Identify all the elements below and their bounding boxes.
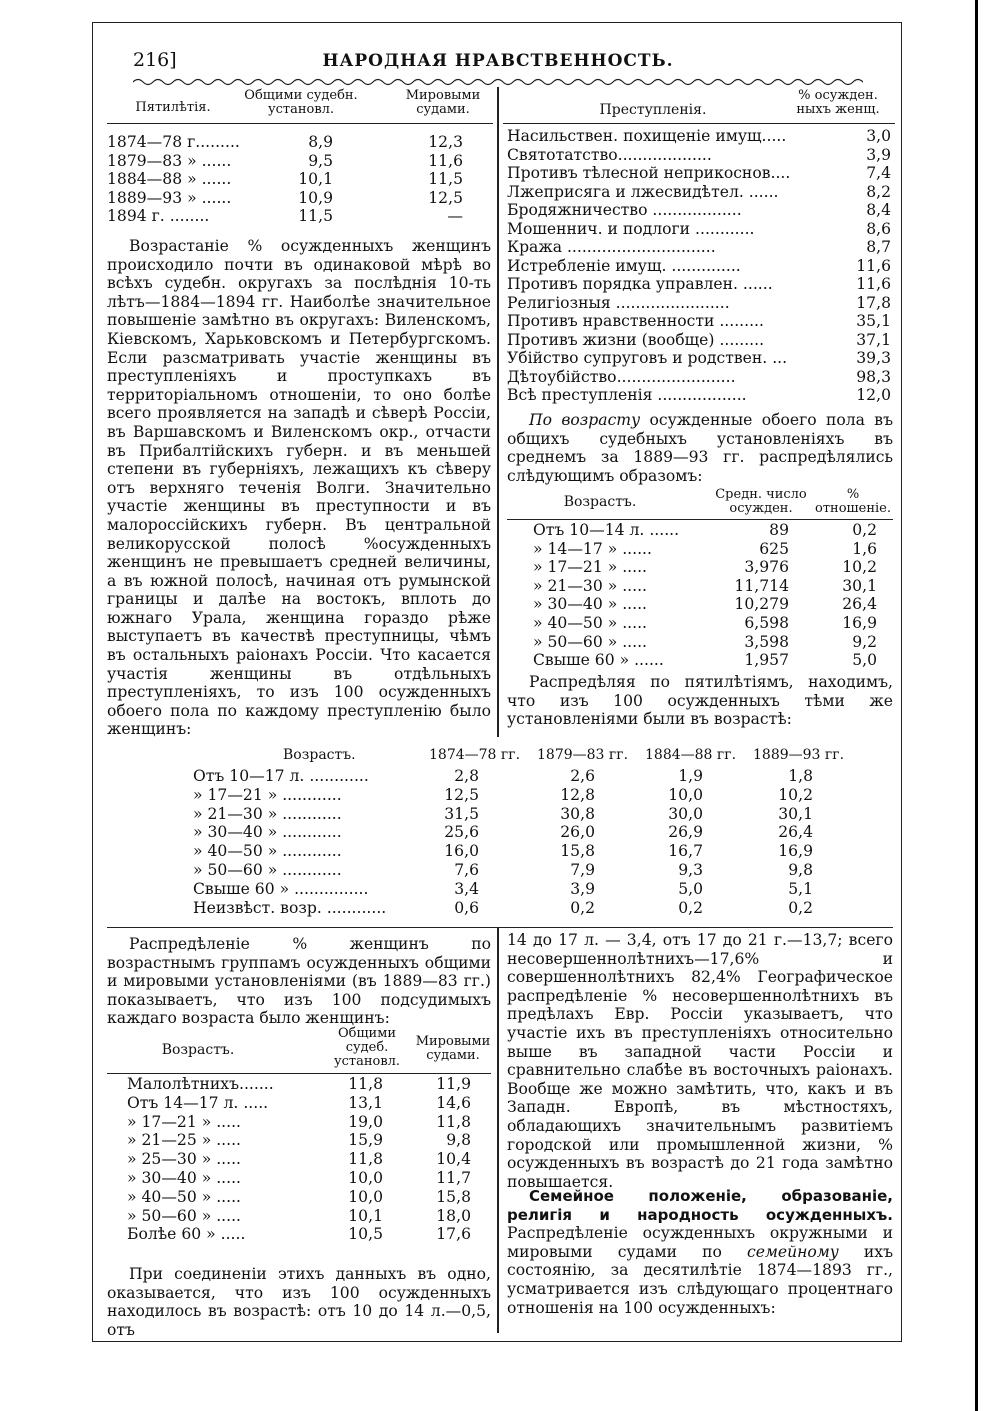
cell-value: 12,3 bbox=[428, 133, 463, 151]
row-label: Отъ 14—17 л. ..... bbox=[127, 1093, 269, 1112]
cell-value: 17,8 bbox=[856, 293, 891, 312]
row-label: Противъ порядка управлен. ...... bbox=[507, 275, 773, 293]
row-label: Свыше 60 » ...... bbox=[533, 651, 664, 670]
row-label: » 21—30 » ..... bbox=[533, 576, 648, 595]
cell-value: 1,8 bbox=[788, 767, 813, 785]
cell-value: 10,5 bbox=[348, 1225, 383, 1244]
cell-value: 3,9 bbox=[570, 879, 595, 898]
paragraph-text: Семейное положеніе, образованіе, религія и народность осужденныхъ. Распредѣленіе осужденныхъ окружными и мировыми судами по семейному ихъ состоянію, за десятилѣтіе 1874—1893 гг., усматривается изъ слѣдующаго процентнаго отношенія на 100 осужденныхъ: bbox=[507, 1187, 893, 1317]
row-label: » 50—60 » ............ bbox=[193, 861, 342, 879]
cell-value: 9,2 bbox=[852, 632, 877, 651]
paragraph bbox=[107, 1265, 491, 1339]
cell-value: 26,9 bbox=[668, 823, 703, 842]
table-rule bbox=[107, 123, 493, 124]
cell-value: 10,9 bbox=[298, 188, 333, 207]
paragraph bbox=[507, 411, 893, 485]
cell-value: 11,6 bbox=[856, 256, 891, 275]
row-label: » 21—25 » ..... bbox=[127, 1131, 242, 1150]
cell-value: 16,7 bbox=[668, 842, 703, 861]
cell-value: 11,5 bbox=[428, 170, 463, 189]
cell-value: 11,8 bbox=[348, 1075, 383, 1093]
cell-value: 12,5 bbox=[428, 188, 463, 207]
cell-value: 11,7 bbox=[436, 1169, 471, 1187]
cell-value: 37,1 bbox=[856, 330, 891, 349]
cell-value: 12,0 bbox=[856, 386, 891, 404]
cell-value: 10,1 bbox=[348, 1206, 383, 1225]
section-heading: Семейное положеніе, образованіе, религія и народность осужденныхъ. bbox=[507, 1187, 893, 1224]
scan-edge-bar bbox=[975, 0, 978, 1411]
paragraph-text: Возрастаніе % осужденныхъ женщинъ происходило почти въ одинаковой мѣрѣ во всѣхъ судебн. округахъ за послѣднія 10-ть лѣтъ—1884—1894 гг. Наиболѣе значительное повышеніе замѣтно въ округахъ: Виленскомъ, Кіевскомъ, Харьковскомъ и Петербургскомъ. Если разсматривать участіе женщины въ преступленіяхъ и проступкахъ въ территоріальномъ отношеніи, то оно болѣе всего проявляется на западѣ и сѣверѣ Россіи, въ Варшавскомъ и Виленскомъ окр., отчасти въ Прибалтійскихъ губерн. и въ меньшей степени въ губерніяхъ, лежащихъ къ сѣверу отъ верхняго теченія Волги. Значительно участіе женщины въ преступности и въ малороссійскихъ губерн. Въ центральной великорусской полосѣ %осужденныхъ женщинъ не превышаетъ средней величины, а въ южной полосѣ, начиная отъ румынской границы и далѣе на востокъ, вплоть до южнаго Урала, женщина гораздо рѣже выступаетъ въ качествѣ преступницы, чѣмъ въ остальныхъ раіонахъ Россіи. Что касается участія женщины въ отдѣльныхъ преступленіяхъ, то изъ 100 осужденныхъ обоего пола по каждому преступленію было женщинъ: bbox=[107, 237, 491, 739]
cell-value: 9,5 bbox=[308, 151, 333, 170]
row-label: 1879—83 » ...... bbox=[107, 151, 232, 170]
cell-value: 30,0 bbox=[668, 804, 703, 823]
row-label: Религіозныя ....................... bbox=[507, 293, 730, 312]
row-label: Свыше 60 » ............... bbox=[193, 879, 369, 898]
col-header: 1879—83 гг. bbox=[537, 747, 629, 763]
cell-value: 3,598 bbox=[744, 632, 789, 651]
cell-value: 12,5 bbox=[444, 785, 479, 804]
paragraph-text: Распредѣленіе % женщинъ по возрастнымъ группамъ осужденныхъ общими и мировыми установленіями (въ 1889—83 гг.) показываетъ, что изъ 100 подсудимыхъ каждаго возраста было женщинъ: bbox=[107, 935, 491, 1028]
cell-value: 8,2 bbox=[866, 182, 891, 201]
cell-value: 9,8 bbox=[446, 1131, 471, 1150]
italic-text: По возрасту bbox=[529, 411, 641, 429]
row-label: Болѣе 60 » ..... bbox=[127, 1225, 246, 1244]
cell-value: 35,1 bbox=[856, 312, 891, 330]
cell-value: 625 bbox=[759, 539, 789, 558]
column-rule-bottom bbox=[497, 928, 499, 1333]
row-label: 1894 г. ........ bbox=[107, 207, 210, 226]
cell-value: 0,2 bbox=[678, 898, 703, 917]
page-frame bbox=[92, 22, 902, 1342]
col-header: Общими судебн. установл. bbox=[244, 88, 358, 117]
col-header: 1874—78 гг. bbox=[429, 747, 521, 763]
cell-value: 25,6 bbox=[444, 823, 479, 842]
row-label: Отъ 10—14 л. ...... bbox=[533, 521, 680, 539]
italic-text: семейному bbox=[747, 1242, 839, 1261]
paragraph bbox=[107, 237, 491, 739]
cell-value: 11,9 bbox=[436, 1075, 471, 1093]
cell-value: 1,957 bbox=[744, 651, 789, 670]
row-label: Святотатство................... bbox=[507, 145, 712, 164]
cell-value: 8,7 bbox=[866, 238, 891, 256]
row-label: Убійство супруговъ и родствен. ... bbox=[507, 349, 788, 367]
cell-value: 15,8 bbox=[436, 1187, 471, 1206]
col-header: Пятилѣтія. bbox=[135, 100, 211, 115]
cell-value: 5,0 bbox=[678, 879, 703, 898]
cell-value: 39,3 bbox=[856, 349, 891, 367]
row-label: » 40—50 » ..... bbox=[533, 614, 648, 632]
cell-value: 3,9 bbox=[866, 145, 891, 164]
row-label: » 17—21 » ..... bbox=[127, 1112, 242, 1131]
cell-value: 10,279 bbox=[734, 595, 789, 614]
cell-value: 9,8 bbox=[788, 861, 813, 879]
cell-value: 8,6 bbox=[866, 219, 891, 238]
cell-value: — bbox=[447, 207, 463, 226]
page-header bbox=[113, 47, 883, 75]
col-header: 1889—93 гг. bbox=[753, 747, 845, 763]
row-label: » 50—60 » ..... bbox=[533, 632, 648, 651]
row-label: Противъ жизни (вообще) ......... bbox=[507, 330, 765, 349]
row-label: Мошеннич. и подлоги ............ bbox=[507, 219, 755, 238]
row-label: » 25—30 » ..... bbox=[127, 1150, 242, 1169]
row-label: » 30—40 » ............ bbox=[193, 823, 342, 842]
cell-value: 26,4 bbox=[778, 823, 813, 842]
row-label: Малолѣтнихъ....... bbox=[127, 1075, 274, 1093]
cell-value: 0,2 bbox=[788, 898, 813, 917]
paragraph bbox=[507, 1187, 893, 1317]
row-label: » 21—30 » ............ bbox=[193, 804, 342, 823]
col-header: Возрастъ. bbox=[283, 747, 356, 763]
cell-value: 7,9 bbox=[570, 861, 595, 879]
cell-value: 2,8 bbox=[454, 767, 479, 785]
cell-value: 11,6 bbox=[428, 151, 463, 170]
cell-value: 30,1 bbox=[778, 804, 813, 823]
row-label: » 40—50 » ..... bbox=[127, 1187, 242, 1206]
cell-value: 10,0 bbox=[348, 1169, 383, 1187]
paragraph-text: Распредѣляя по пятилѣтіямъ, находимъ, что изъ 100 осужденныхъ тѣми же установленіями были въ возрастѣ: bbox=[507, 673, 893, 729]
cell-value: 0,2 bbox=[852, 521, 877, 539]
paragraph-text: 14 до 17 л. — 3,4, отъ 17 до 21 г.—13,7; всего несовершеннолѣтнихъ—17,6% и совершеннолѣтнихъ 82,4% Географическое распредѣленіе % несовершеннолѣтнихъ въ предѣлахъ Евр. Россіи указываетъ, что участіе ихъ въ преступленіяхъ относительно выше въ западной части Россіи и сравнительно слабѣе въ восточныхъ раіонахъ. Вообще же можно замѣтить, что, какъ и въ Западн. Европѣ, въ мѣстностяхъ, обладающихъ значительнымъ развитіемъ городской или промышленной жизни, % осужденныхъ въ возрастѣ до 21 года замѣтно повышается. bbox=[507, 931, 893, 1191]
col-header: Возрастъ. bbox=[161, 1042, 235, 1058]
col-header: Средн. число осужден. bbox=[715, 487, 807, 516]
cell-value: 2,6 bbox=[570, 767, 595, 785]
cell-value: 10,4 bbox=[436, 1150, 471, 1169]
cell-value: 31,5 bbox=[444, 804, 479, 823]
row-label: » 30—40 » ..... bbox=[533, 595, 648, 614]
cell-value: 1,6 bbox=[852, 539, 877, 558]
col-header: Мировыми судами. bbox=[415, 1034, 491, 1063]
row-label: » 17—21 » ............ bbox=[193, 785, 342, 804]
row-label: Истребленіе имущ. .............. bbox=[507, 256, 741, 275]
paragraph bbox=[507, 673, 893, 729]
cell-value: 14,6 bbox=[436, 1093, 471, 1112]
row-label: Бродяжничество .................. bbox=[507, 201, 742, 219]
cell-value: 13,1 bbox=[348, 1093, 383, 1112]
row-label: 1889—93 » ...... bbox=[107, 188, 232, 207]
cell-value: 11,6 bbox=[856, 275, 891, 293]
cell-value: 16,0 bbox=[444, 842, 479, 861]
cell-value: 12,8 bbox=[560, 785, 595, 804]
cell-value: 3,0 bbox=[866, 127, 891, 145]
cell-value: 10,1 bbox=[298, 170, 333, 189]
paragraph-text: При соединеніи этихъ данныхъ въ одно, оказывается, что изъ 100 осужденныхъ находилось въ возрастѣ: отъ 10 до 14 л.—0,5, отъ bbox=[107, 1265, 491, 1339]
section-rule bbox=[107, 927, 893, 928]
cell-value: 8,4 bbox=[866, 201, 891, 219]
row-label: Кража .............................. bbox=[507, 238, 716, 256]
row-label: » 40—50 » ............ bbox=[193, 842, 342, 861]
col-header: % отношеніе. bbox=[815, 487, 891, 516]
cell-value: 10,2 bbox=[842, 558, 877, 577]
cell-value: 3,4 bbox=[454, 879, 479, 898]
cell-value: 10,0 bbox=[668, 785, 703, 804]
table-rule bbox=[507, 519, 893, 520]
cell-value: 16,9 bbox=[842, 614, 877, 632]
cell-value: 6,598 bbox=[744, 614, 789, 632]
cell-value: 7,6 bbox=[454, 861, 479, 879]
row-label: Лжеприсяга и лжесвидѣтел. ...... bbox=[507, 182, 779, 201]
row-label: Противъ нравственности ......... bbox=[507, 312, 764, 330]
row-label: 1874—78 г......... bbox=[107, 133, 240, 151]
table-rule bbox=[107, 1073, 491, 1074]
cell-value: 19,0 bbox=[348, 1112, 383, 1131]
row-label: Насильствен. похищеніе имущ..... bbox=[507, 127, 787, 145]
cell-value: 15,9 bbox=[348, 1131, 383, 1150]
cell-value: 7,4 bbox=[866, 164, 891, 182]
row-label: Неизвѣст. возр. ............ bbox=[193, 898, 387, 917]
cell-value: 15,8 bbox=[560, 842, 595, 861]
col-header: Мировыми судами. bbox=[405, 88, 481, 117]
page-title: НАРОДНАЯ НРАВСТВЕННОСТЬ. bbox=[322, 51, 674, 71]
col-header: Общими судеб. установл. bbox=[333, 1026, 401, 1069]
cell-value: 5,1 bbox=[788, 879, 813, 898]
cell-value: 98,3 bbox=[856, 367, 891, 386]
paragraph bbox=[107, 935, 491, 1028]
cell-value: 11,8 bbox=[436, 1112, 471, 1131]
cell-value: 1,9 bbox=[678, 767, 703, 785]
row-label: » 50—60 » ..... bbox=[127, 1206, 242, 1225]
col-header: 1884—88 гг. bbox=[645, 747, 737, 763]
cell-value: 0,2 bbox=[570, 898, 595, 917]
column-rule-top bbox=[497, 87, 499, 737]
cell-value: 26,0 bbox=[560, 823, 595, 842]
cell-value: 26,4 bbox=[842, 595, 877, 614]
cell-value: 5,0 bbox=[852, 651, 877, 670]
cell-value: 11,5 bbox=[298, 207, 333, 226]
cell-value: 0,6 bbox=[454, 898, 479, 917]
cell-value: 30,8 bbox=[560, 804, 595, 823]
paragraph-text: По возрасту осужденные обоего пола въ общихъ судебныхъ установленіяхъ въ среднемъ за 1889—93 гг. распредѣлялись слѣдующимъ образомъ: bbox=[507, 411, 893, 485]
paragraph bbox=[507, 931, 893, 1191]
cell-value: 89 bbox=[769, 521, 789, 539]
col-header: % осужден. ныхъ женщ. bbox=[796, 88, 880, 117]
cell-value: 11,8 bbox=[348, 1150, 383, 1169]
col-header: Возрастъ. bbox=[563, 494, 637, 510]
row-label: Всѣ преступленія .................. bbox=[507, 386, 747, 404]
cell-value: 9,3 bbox=[678, 861, 703, 879]
cell-value: 11,714 bbox=[734, 576, 789, 595]
row-label: 1884—88 » ...... bbox=[107, 170, 232, 189]
row-label: Дѣтоубійство........................ bbox=[507, 367, 736, 386]
col-header: Преступленія. bbox=[599, 102, 707, 118]
row-label: » 30—40 » ..... bbox=[127, 1169, 242, 1187]
cell-value: 17,6 bbox=[436, 1225, 471, 1244]
cell-value: 16,9 bbox=[778, 842, 813, 861]
cell-value: 30,1 bbox=[842, 576, 877, 595]
row-label: Противъ тѣлесной неприкоснов.... bbox=[507, 164, 791, 182]
cell-value: 8,9 bbox=[308, 133, 333, 151]
row-label: » 14—17 » ...... bbox=[533, 539, 652, 558]
cell-value: 10,0 bbox=[348, 1187, 383, 1206]
page-number: 216] bbox=[133, 49, 177, 71]
row-label: » 17—21 » ..... bbox=[533, 558, 648, 577]
cell-value: 10,2 bbox=[778, 785, 813, 804]
table-rule bbox=[503, 123, 895, 124]
cell-value: 3,976 bbox=[744, 558, 789, 577]
row-label: Отъ 10—17 л. ............ bbox=[193, 767, 369, 785]
cell-value: 18,0 bbox=[436, 1206, 471, 1225]
wavy-rule bbox=[133, 77, 863, 87]
